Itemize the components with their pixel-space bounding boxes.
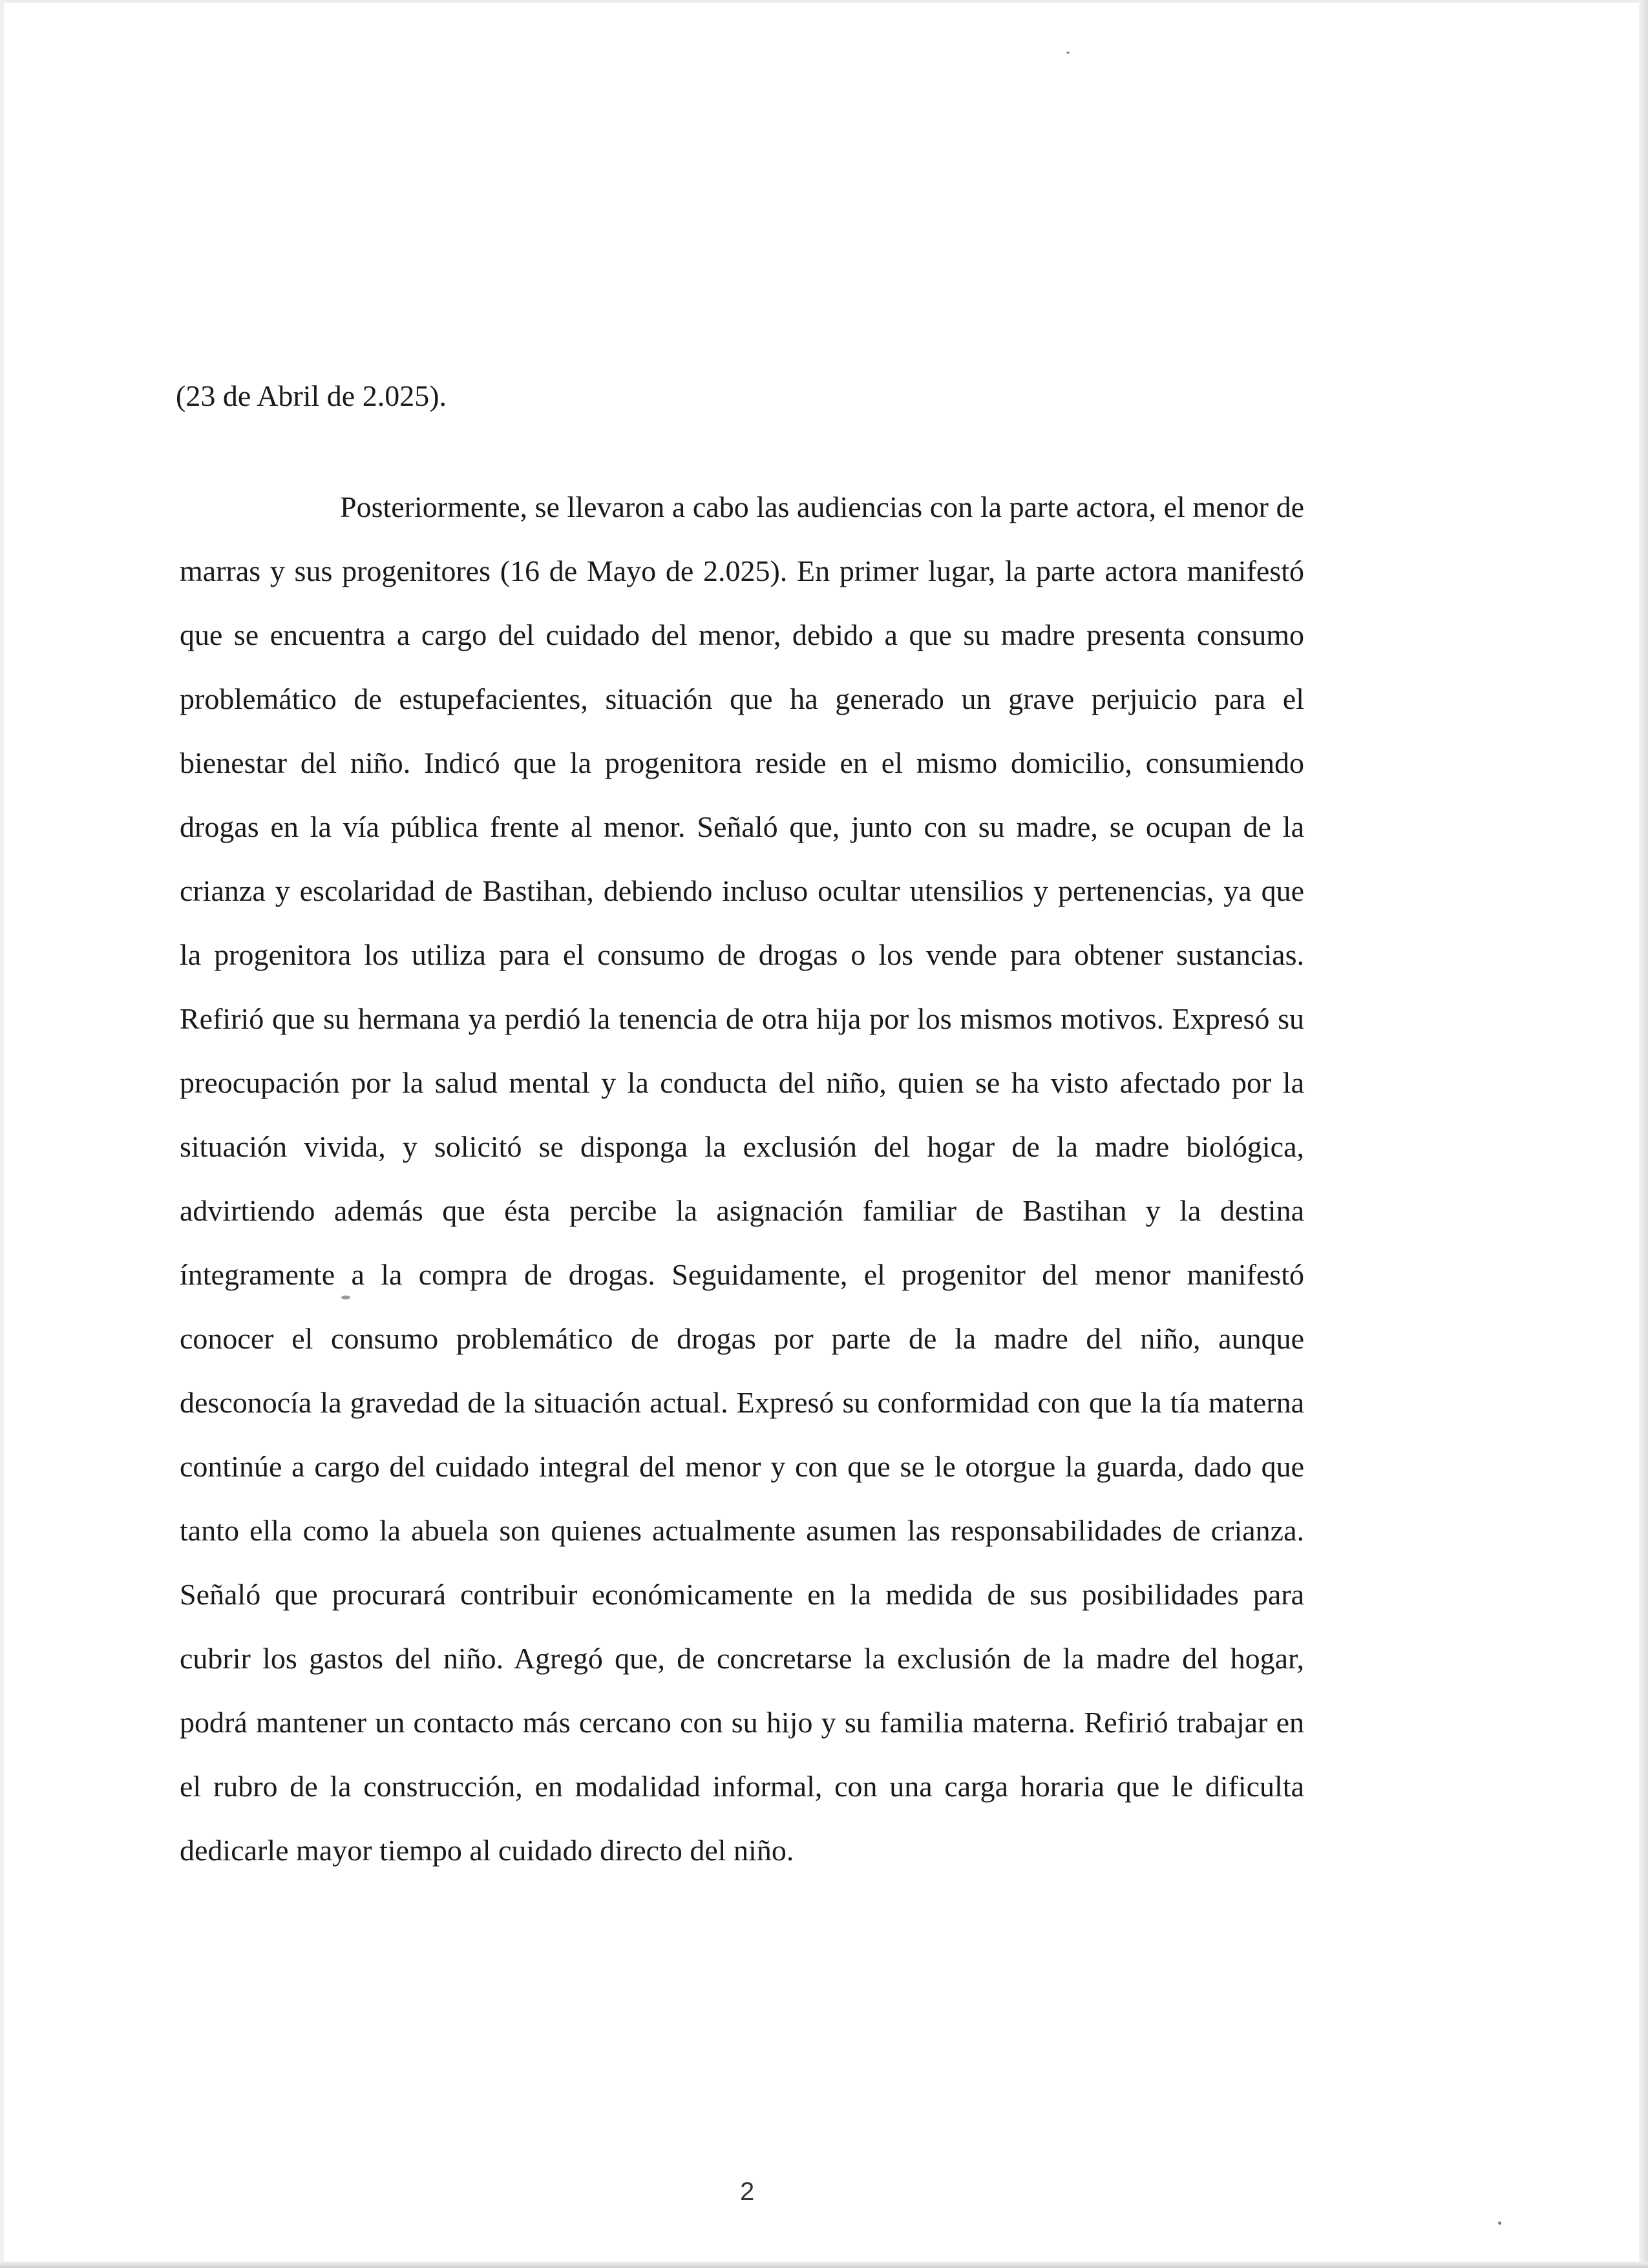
body-paragraph: Posteriormente, se llevaron a cabo las audiencias con la parte actora, el menor de marras y sus progenitores (16 de Mayo de 2.025). En primer lugar, la parte actora manifestó que se encuentra a cargo del cuidado del menor, debido a que su madre presenta consumo problemático de estupefacientes, situación que ha generado un grave perjuicio para el bienestar del niño. Indicó que la progenitora reside en el mismo domicilio, consumiendo drogas en la vía pública frente al menor. Señaló que, junto con su madre, se ocupan de la crianza y escolaridad de Bastihan, debiendo incluso ocultar utensilios y pertenencias, ya que la progenitora los utiliza para el consumo de drogas o los vende para obtener sustancias. Refirió que su hermana ya perdió la tenencia de otra hija por los mismos motivos. Expresó su preocupación por la salud mental y la conducta del niño, quien se ha visto afectado por la situación vivida, y solicitó se disponga la exclusión del hogar de la madre biológica, advirtiendo además que ésta percibe la asignación familiar de Bastihan y la destina íntegramente a la compra de drogas. Seguidamente, el progenitor del menor manifestó conocer el consumo problemático de drogas por parte de la madre del niño, aunque desconocía la gravedad de la situación actual. Expresó su conformidad con que la tía materna continúe a cargo del cuidado integral del menor y con que se le otorgue la guarda, dado que tanto ella como la abuela son quienes actualmente asumen las responsabilidades de crianza. Señaló que procurará contribuir económicamente en la medida de sus posibilidades para cubrir los gastos del niño. Agregó que, de concretarse la exclusión de la madre del hogar, podrá mantener un contacto más cercano con su hijo y su familia materna. Refirió trabajar en el rubro de la construcción, en modalidad informal, con una carga horaria que le dificulta dedicarle mayor tiempo al cuidado directo del niño. bbox=[180, 490, 1304, 1867]
scan-edge-top bbox=[0, 0, 1648, 3]
date-line: (23 de Abril de 2.025). bbox=[176, 379, 447, 412]
page-number: 2 bbox=[740, 2178, 755, 2206]
scan-edge-left bbox=[0, 0, 4, 2268]
scan-speck bbox=[1066, 52, 1070, 54]
scan-edge-right bbox=[1639, 0, 1648, 2268]
scan-edge-bottom bbox=[0, 2262, 1648, 2268]
scan-speck bbox=[1498, 2221, 1501, 2225]
